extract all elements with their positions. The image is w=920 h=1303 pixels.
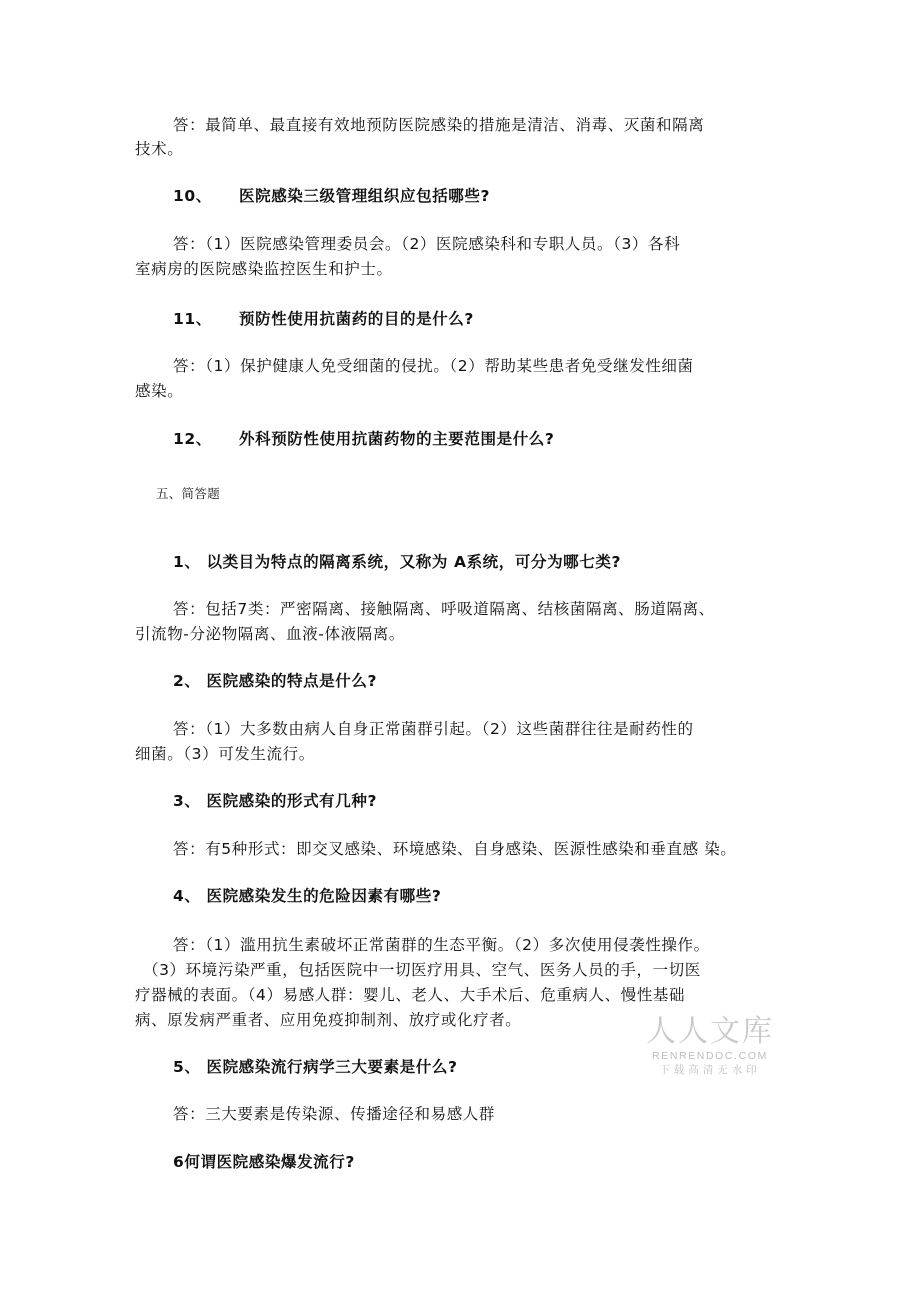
short-question-2: 2、 医院感染的特点是什么? bbox=[173, 672, 378, 690]
short-answer-4-line-3: 疗器械的表面。（4）易感人群：婴儿、老人、大手术后、危重病人、慢性基础 bbox=[135, 986, 686, 1004]
answer-9-line-2: 技术。 bbox=[135, 140, 184, 158]
short-question-6: 6何谓医院感染爆发流行? bbox=[173, 1153, 355, 1171]
question-10-text: 医院感染三级管理组织应包括哪些? bbox=[239, 187, 491, 205]
short-answer-3-line-1: 答：有5种形式：即交叉感染、环境感染、自身感染、医源性感染和垂直感 染。 bbox=[173, 840, 737, 858]
short-answer-2-line-1: 答：（1）大多数由病人自身正常菌群引起。（2）这些菌群往往是耐药性的 bbox=[173, 720, 694, 738]
question-12 bbox=[173, 429, 555, 449]
watermark-slogan: 下载高清无水印 bbox=[659, 1064, 761, 1076]
watermark-logo bbox=[640, 1015, 780, 1077]
question-12-text: 外科预防性使用抗菌药物的主要范围是什么? bbox=[239, 430, 555, 448]
short-question-3: 3、 医院感染的形式有几种? bbox=[173, 792, 378, 810]
short-question-4: 4、 医院感染发生的危险因素有哪些? bbox=[173, 887, 442, 905]
answer-9-line-1: 答：最简单、最直接有效地预防医院感染的措施是清洁、消毒、灭菌和隔离 bbox=[173, 116, 705, 134]
short-answer-5-line-1: 答：三大要素是传染源、传播途径和易感人群 bbox=[173, 1105, 496, 1123]
question-11 bbox=[173, 309, 474, 329]
short-answer-1-line-2: 引流物-分泌物隔离、血液-体液隔离。 bbox=[135, 625, 405, 643]
short-answer-4-line-2: （3）环境污染严重，包括医院中一切医疗用具、空气、医务人员的手，一切医 bbox=[143, 961, 701, 979]
section-heading: 五、简答题 bbox=[156, 486, 221, 501]
short-question-1: 1、 以类目为特点的隔离系统，又称为 A系统，可分为哪七类? bbox=[173, 553, 622, 571]
question-12-number: 12、 bbox=[173, 430, 212, 448]
question-11-text: 预防性使用抗菌药的目的是什么? bbox=[239, 310, 474, 328]
short-answer-1-line-1: 答：包括7类：严密隔离、接触隔离、呼吸道隔离、结核菌隔离、肠道隔离、 bbox=[173, 600, 715, 618]
short-answer-4-line-1: 答：（1）滥用抗生素破坏正常菌群的生态平衡。（2）多次使用侵袭性操作。 bbox=[173, 936, 710, 954]
short-answer-4-line-4: 病、原发病严重者、应用免疫抑制剂、放疗或化疗者。 bbox=[135, 1011, 522, 1029]
short-question-5: 5、 医院感染流行病学三大要素是什么? bbox=[173, 1058, 458, 1076]
answer-10-line-2: 室病房的医院感染监控医生和护士。 bbox=[135, 260, 393, 278]
answer-11-line-1: 答：（1）保护健康人免受细菌的侵扰。（2）帮助某些患者免受继发性细菌 bbox=[173, 357, 694, 375]
answer-11-line-2: 感染。 bbox=[135, 382, 184, 400]
question-10 bbox=[173, 186, 490, 206]
answer-10-line-1: 答：（1）医院感染管理委员会。（2）医院感染科和专职人员。（3）各科 bbox=[173, 235, 681, 253]
watermark-name: 人人文库 bbox=[646, 1014, 774, 1049]
question-11-number: 11、 bbox=[173, 310, 212, 328]
watermark-domain: RENRENDOC.COM bbox=[652, 1050, 768, 1062]
question-10-number: 10、 bbox=[173, 187, 212, 205]
short-answer-2-line-2: 细菌。（3）可发生流行。 bbox=[135, 745, 315, 763]
